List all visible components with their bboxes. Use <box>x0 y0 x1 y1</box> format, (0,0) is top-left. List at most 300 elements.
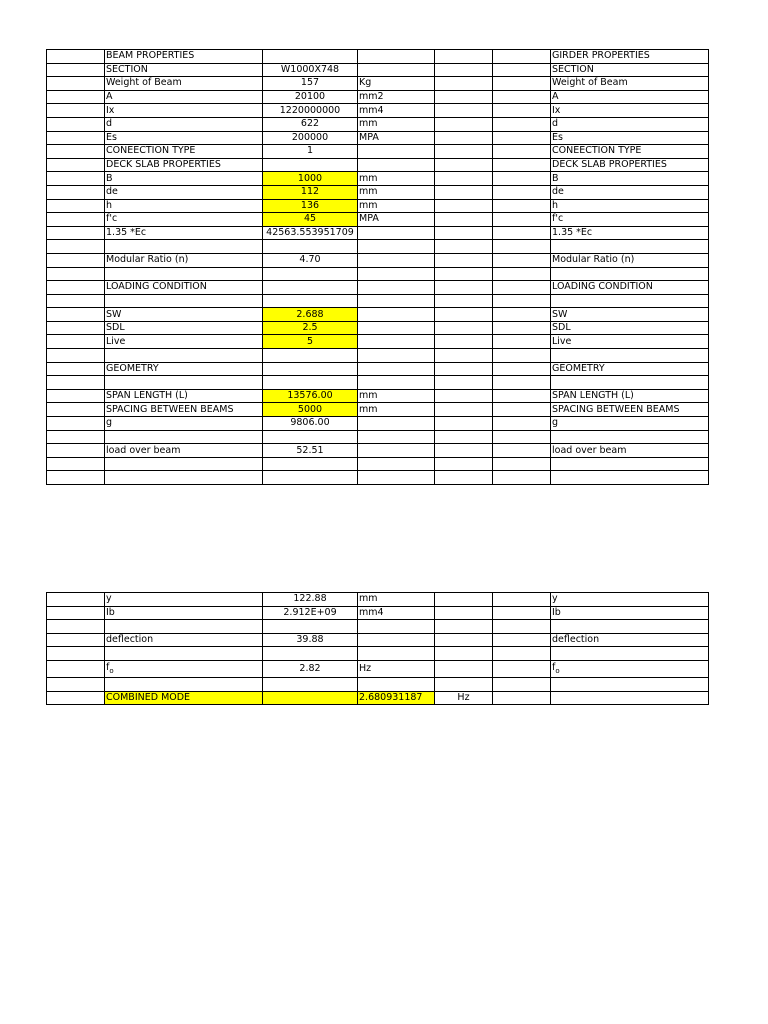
unit-cell[interactable]: mm2 <box>358 90 435 104</box>
girder-label-cell[interactable] <box>551 647 709 661</box>
unit-cell[interactable]: mm <box>358 117 435 131</box>
label-cell[interactable]: SECTION <box>105 63 263 77</box>
unit-cell[interactable] <box>358 457 435 471</box>
empty-cell[interactable] <box>493 131 551 145</box>
empty-cell[interactable] <box>493 199 551 213</box>
label-cell[interactable]: h <box>105 199 263 213</box>
value-cell[interactable]: 42563.553951709 <box>263 226 358 240</box>
empty-cell[interactable] <box>435 63 493 77</box>
empty-cell[interactable] <box>493 349 551 363</box>
girder-label-cell[interactable]: Es <box>551 131 709 145</box>
value-cell[interactable] <box>263 362 358 376</box>
empty-cell[interactable] <box>493 471 551 485</box>
value-cell[interactable] <box>263 471 358 485</box>
unit-cell[interactable] <box>358 145 435 159</box>
empty-cell[interactable] <box>493 158 551 172</box>
table-row <box>47 50 709 64</box>
unit-cell[interactable] <box>358 471 435 485</box>
row-header-cell[interactable] <box>47 294 105 308</box>
empty-cell[interactable] <box>493 593 551 607</box>
results-table <box>46 592 709 705</box>
girder-label-cell[interactable] <box>551 240 709 254</box>
table-row <box>47 430 709 444</box>
empty-cell[interactable] <box>551 691 709 705</box>
empty-cell[interactable] <box>435 199 493 213</box>
empty-cell[interactable] <box>493 457 551 471</box>
value-cell[interactable]: 2.912E+09 <box>263 606 358 620</box>
empty-cell[interactable] <box>435 335 493 349</box>
empty-cell[interactable] <box>493 267 551 281</box>
unit-cell[interactable] <box>358 376 435 390</box>
table-row <box>47 403 709 417</box>
girder-label-cell[interactable] <box>551 349 709 363</box>
row-header-cell[interactable] <box>47 457 105 471</box>
unit-cell[interactable] <box>358 281 435 295</box>
girder-label-cell[interactable] <box>551 620 709 634</box>
table-row <box>47 131 709 145</box>
empty-cell[interactable] <box>435 457 493 471</box>
row-header-cell[interactable] <box>47 417 105 431</box>
row-header-cell[interactable] <box>47 226 105 240</box>
row-header-cell[interactable] <box>47 172 105 186</box>
unit-cell[interactable] <box>358 321 435 335</box>
value-cell[interactable] <box>263 457 358 471</box>
empty-cell[interactable] <box>435 240 493 254</box>
value-cell[interactable] <box>263 281 358 295</box>
label-cell[interactable]: load over beam <box>105 444 263 458</box>
label-cell[interactable]: g <box>105 417 263 431</box>
unit-cell[interactable]: mm <box>358 389 435 403</box>
empty-cell[interactable] <box>493 172 551 186</box>
empty-cell[interactable] <box>493 677 551 691</box>
unit-cell[interactable]: mm <box>358 172 435 186</box>
girder-label-cell[interactable]: 1.35 *Ec <box>551 226 709 240</box>
empty-cell[interactable] <box>493 253 551 267</box>
label-cell[interactable]: SPACING BETWEEN BEAMS <box>105 403 263 417</box>
row-header-cell[interactable] <box>47 403 105 417</box>
empty-cell[interactable] <box>493 444 551 458</box>
girder-label-cell[interactable]: GIRDER PROPERTIES <box>551 50 709 64</box>
empty-cell[interactable] <box>435 660 493 677</box>
empty-cell[interactable] <box>493 403 551 417</box>
value-cell[interactable] <box>263 677 358 691</box>
value-cell[interactable]: 13576.00 <box>263 389 358 403</box>
empty-cell[interactable] <box>435 349 493 363</box>
girder-label-cell[interactable]: A <box>551 90 709 104</box>
label-cell[interactable] <box>105 620 263 634</box>
empty-cell[interactable] <box>435 471 493 485</box>
value-cell[interactable]: 136 <box>263 199 358 213</box>
empty-cell[interactable] <box>435 77 493 91</box>
empty-cell[interactable] <box>493 90 551 104</box>
label-cell[interactable]: Ib <box>105 606 263 620</box>
label-cell[interactable] <box>105 430 263 444</box>
unit-cell[interactable]: Hz <box>358 660 435 677</box>
empty-cell[interactable] <box>435 50 493 64</box>
combined-mode-empty-cell[interactable] <box>263 691 358 705</box>
value-cell[interactable]: 39.88 <box>263 633 358 647</box>
empty-cell[interactable] <box>435 267 493 281</box>
label-cell[interactable] <box>105 457 263 471</box>
empty-cell[interactable] <box>493 213 551 227</box>
row-header-cell[interactable] <box>47 131 105 145</box>
row-header-cell[interactable] <box>47 389 105 403</box>
girder-label-cell[interactable]: SPACING BETWEEN BEAMS <box>551 403 709 417</box>
value-cell[interactable]: 2.5 <box>263 321 358 335</box>
empty-cell[interactable] <box>435 213 493 227</box>
empty-cell[interactable] <box>435 417 493 431</box>
value-cell[interactable] <box>263 50 358 64</box>
value-cell[interactable] <box>263 349 358 363</box>
empty-cell[interactable] <box>435 131 493 145</box>
empty-cell[interactable] <box>493 633 551 647</box>
label-cell[interactable]: LOADING CONDITION <box>105 281 263 295</box>
empty-cell[interactable] <box>493 647 551 661</box>
table-row <box>47 362 709 376</box>
label-cell[interactable]: f'c <box>105 213 263 227</box>
empty-cell[interactable] <box>435 185 493 199</box>
empty-cell[interactable] <box>493 430 551 444</box>
row-header-cell[interactable] <box>47 362 105 376</box>
row-header-cell[interactable] <box>47 691 105 705</box>
label-cell[interactable]: SDL <box>105 321 263 335</box>
unit-cell[interactable]: Kg <box>358 77 435 91</box>
row-header-cell[interactable] <box>47 199 105 213</box>
unit-cell[interactable] <box>358 647 435 661</box>
label-cell[interactable] <box>105 240 263 254</box>
empty-cell[interactable] <box>435 633 493 647</box>
girder-label-cell[interactable] <box>551 430 709 444</box>
girder-label-cell[interactable] <box>551 677 709 691</box>
row-header-cell[interactable] <box>47 376 105 390</box>
row-header-cell[interactable] <box>47 444 105 458</box>
frequency-subscript: o <box>555 666 560 675</box>
empty-cell[interactable] <box>435 253 493 267</box>
value-cell[interactable] <box>263 267 358 281</box>
girder-label-cell[interactable]: SECTION <box>551 63 709 77</box>
label-cell[interactable] <box>105 471 263 485</box>
girder-label-cell[interactable] <box>551 376 709 390</box>
girder-label-cell[interactable] <box>551 294 709 308</box>
girder-label-cell[interactable]: deflection <box>551 633 709 647</box>
value-cell[interactable]: 52.51 <box>263 444 358 458</box>
empty-cell[interactable] <box>435 389 493 403</box>
girder-label-cell[interactable] <box>551 471 709 485</box>
label-cell[interactable]: deflection <box>105 633 263 647</box>
empty-cell[interactable] <box>435 677 493 691</box>
row-header-cell[interactable] <box>47 145 105 159</box>
empty-cell[interactable] <box>435 593 493 607</box>
value-cell[interactable] <box>263 620 358 634</box>
unit-cell[interactable] <box>358 267 435 281</box>
empty-cell[interactable] <box>435 281 493 295</box>
empty-cell[interactable] <box>493 145 551 159</box>
row-header-cell[interactable] <box>47 308 105 322</box>
table-row <box>47 417 709 431</box>
empty-cell[interactable] <box>493 294 551 308</box>
girder-label-cell[interactable]: LOADING CONDITION <box>551 281 709 295</box>
empty-cell[interactable] <box>435 430 493 444</box>
label-cell[interactable] <box>105 647 263 661</box>
empty-cell[interactable] <box>435 117 493 131</box>
value-cell[interactable]: 20100 <box>263 90 358 104</box>
girder-label-cell[interactable]: Ix <box>551 104 709 118</box>
table-row <box>47 240 709 254</box>
empty-cell[interactable] <box>493 117 551 131</box>
empty-cell[interactable] <box>435 376 493 390</box>
empty-cell[interactable] <box>435 620 493 634</box>
label-cell[interactable]: Es <box>105 131 263 145</box>
girder-label-cell[interactable]: Ib <box>551 606 709 620</box>
empty-cell[interactable] <box>493 660 551 677</box>
row-header-cell[interactable] <box>47 50 105 64</box>
unit-cell[interactable]: mm <box>358 403 435 417</box>
row-header-cell[interactable] <box>47 117 105 131</box>
unit-cell[interactable]: mm4 <box>358 606 435 620</box>
empty-cell[interactable] <box>493 620 551 634</box>
row-header-cell[interactable] <box>47 213 105 227</box>
unit-cell[interactable] <box>358 677 435 691</box>
empty-cell[interactable] <box>493 389 551 403</box>
value-cell[interactable]: 1 <box>263 145 358 159</box>
empty-cell[interactable] <box>493 362 551 376</box>
girder-label-cell[interactable]: SDL <box>551 321 709 335</box>
label-cell[interactable] <box>105 677 263 691</box>
value-cell[interactable]: W1000X748 <box>263 63 358 77</box>
value-cell[interactable] <box>263 376 358 390</box>
empty-cell[interactable] <box>435 647 493 661</box>
empty-cell[interactable] <box>493 417 551 431</box>
girder-label-cell[interactable]: GEOMETRY <box>551 362 709 376</box>
label-cell[interactable]: GEOMETRY <box>105 362 263 376</box>
label-cell[interactable]: A <box>105 90 263 104</box>
girder-label-cell[interactable]: de <box>551 185 709 199</box>
value-cell[interactable] <box>263 294 358 308</box>
girder-label-cell[interactable]: SPAN LENGTH (L) <box>551 389 709 403</box>
empty-cell[interactable] <box>493 691 551 705</box>
girder-label-cell[interactable]: B <box>551 172 709 186</box>
frequency-symbol: f <box>552 661 556 673</box>
empty-cell[interactable] <box>435 158 493 172</box>
empty-cell[interactable] <box>435 321 493 335</box>
unit-cell[interactable]: mm <box>358 185 435 199</box>
combined-mode-value[interactable]: 2.680931187 <box>358 691 435 705</box>
girder-label-cell[interactable]: CONEECTION TYPE <box>551 145 709 159</box>
table-row <box>47 335 709 349</box>
empty-cell[interactable] <box>435 403 493 417</box>
empty-cell[interactable] <box>493 606 551 620</box>
empty-cell[interactable] <box>493 281 551 295</box>
value-cell[interactable]: 5 <box>263 335 358 349</box>
row-header-cell[interactable] <box>47 593 105 607</box>
unit-cell[interactable] <box>358 362 435 376</box>
row-header-cell[interactable] <box>47 620 105 634</box>
unit-cell[interactable]: MPA <box>358 213 435 227</box>
girder-label-cell[interactable] <box>551 457 709 471</box>
empty-cell[interactable] <box>435 294 493 308</box>
row-header-cell[interactable] <box>47 63 105 77</box>
row-header-cell[interactable] <box>47 321 105 335</box>
value-cell[interactable]: 157 <box>263 77 358 91</box>
empty-cell[interactable] <box>435 444 493 458</box>
unit-cell[interactable] <box>358 240 435 254</box>
combined-mode-unit[interactable]: Hz <box>435 691 493 705</box>
unit-cell[interactable]: mm4 <box>358 104 435 118</box>
table-row <box>47 267 709 281</box>
row-header-cell[interactable] <box>47 281 105 295</box>
table-row <box>47 677 709 691</box>
empty-cell[interactable] <box>435 606 493 620</box>
value-cell[interactable]: 112 <box>263 185 358 199</box>
row-header-cell[interactable] <box>47 253 105 267</box>
empty-cell[interactable] <box>493 185 551 199</box>
combined-mode-label[interactable]: COMBINED MODE <box>105 691 263 705</box>
row-header-cell[interactable] <box>47 606 105 620</box>
value-cell[interactable]: 2.688 <box>263 308 358 322</box>
empty-cell[interactable] <box>493 376 551 390</box>
empty-cell[interactable] <box>493 104 551 118</box>
label-cell[interactable]: Modular Ratio (n) <box>105 253 263 267</box>
label-cell[interactable] <box>105 376 263 390</box>
table-row <box>47 117 709 131</box>
table-row <box>47 158 709 172</box>
girder-label-cell[interactable]: Weight of Beam <box>551 77 709 91</box>
value-cell[interactable]: 622 <box>263 117 358 131</box>
unit-cell[interactable] <box>358 349 435 363</box>
empty-cell[interactable] <box>435 90 493 104</box>
empty-cell[interactable] <box>493 335 551 349</box>
row-header-cell[interactable] <box>47 633 105 647</box>
empty-cell[interactable] <box>435 226 493 240</box>
value-cell[interactable]: 2.82 <box>263 660 358 677</box>
value-cell[interactable]: 122.88 <box>263 593 358 607</box>
empty-cell[interactable] <box>493 240 551 254</box>
girder-label-cell[interactable]: DECK SLAB PROPERTIES <box>551 158 709 172</box>
value-cell[interactable] <box>263 158 358 172</box>
unit-cell[interactable] <box>358 158 435 172</box>
row-header-cell[interactable] <box>47 90 105 104</box>
row-header-cell[interactable] <box>47 240 105 254</box>
empty-cell[interactable] <box>493 308 551 322</box>
unit-cell[interactable] <box>358 50 435 64</box>
empty-cell[interactable] <box>493 50 551 64</box>
unit-cell[interactable] <box>358 335 435 349</box>
value-cell[interactable]: 45 <box>263 213 358 227</box>
unit-cell[interactable] <box>358 294 435 308</box>
row-header-cell[interactable] <box>47 267 105 281</box>
label-cell[interactable] <box>105 349 263 363</box>
unit-cell[interactable]: MPA <box>358 131 435 145</box>
girder-label-cell[interactable]: g <box>551 417 709 431</box>
unit-cell[interactable] <box>358 430 435 444</box>
empty-cell[interactable] <box>493 321 551 335</box>
empty-cell[interactable] <box>493 63 551 77</box>
empty-cell[interactable] <box>435 308 493 322</box>
value-cell[interactable]: 4.70 <box>263 253 358 267</box>
unit-cell[interactable]: mm <box>358 593 435 607</box>
table-row <box>47 308 709 322</box>
label-cell[interactable]: y <box>105 593 263 607</box>
value-cell[interactable]: 5000 <box>263 403 358 417</box>
label-cell[interactable]: DECK SLAB PROPERTIES <box>105 158 263 172</box>
label-cell[interactable]: SPAN LENGTH (L) <box>105 389 263 403</box>
value-cell[interactable] <box>263 430 358 444</box>
girder-label-cell[interactable]: h <box>551 199 709 213</box>
value-cell[interactable]: 1220000000 <box>263 104 358 118</box>
table-row <box>47 294 709 308</box>
girder-label-cell[interactable]: f'c <box>551 213 709 227</box>
girder-label-cell[interactable]: SW <box>551 308 709 322</box>
unit-cell[interactable] <box>358 253 435 267</box>
value-cell[interactable]: 200000 <box>263 131 358 145</box>
row-header-cell[interactable] <box>47 185 105 199</box>
value-cell[interactable]: 1000 <box>263 172 358 186</box>
value-cell[interactable] <box>263 647 358 661</box>
label-cell[interactable]: BEAM PROPERTIES <box>105 50 263 64</box>
unit-cell[interactable] <box>358 226 435 240</box>
unit-cell[interactable] <box>358 63 435 77</box>
label-cell[interactable]: Ix <box>105 104 263 118</box>
value-cell[interactable]: 9806.00 <box>263 417 358 431</box>
row-header-cell[interactable] <box>47 77 105 91</box>
empty-cell[interactable] <box>493 77 551 91</box>
combined-mode-row <box>47 691 709 705</box>
girder-label-cell[interactable]: y <box>551 593 709 607</box>
label-cell[interactable] <box>105 660 263 677</box>
empty-cell[interactable] <box>493 226 551 240</box>
label-cell[interactable]: de <box>105 185 263 199</box>
empty-cell[interactable] <box>435 104 493 118</box>
label-cell[interactable]: d <box>105 117 263 131</box>
row-header-cell[interactable] <box>47 660 105 677</box>
unit-cell[interactable] <box>358 308 435 322</box>
unit-cell[interactable] <box>358 633 435 647</box>
label-cell[interactable]: SW <box>105 308 263 322</box>
unit-cell[interactable] <box>358 620 435 634</box>
label-cell[interactable]: 1.35 *Ec <box>105 226 263 240</box>
unit-cell[interactable] <box>358 417 435 431</box>
row-header-cell[interactable] <box>47 158 105 172</box>
label-cell[interactable]: Live <box>105 335 263 349</box>
label-cell[interactable] <box>105 267 263 281</box>
value-cell[interactable] <box>263 240 358 254</box>
unit-cell[interactable]: mm <box>358 199 435 213</box>
girder-label-cell[interactable]: Modular Ratio (n) <box>551 253 709 267</box>
frequency-symbol: f <box>106 661 110 673</box>
girder-label-cell[interactable]: d <box>551 117 709 131</box>
row-header-cell[interactable] <box>47 647 105 661</box>
label-cell[interactable]: Weight of Beam <box>105 77 263 91</box>
row-header-cell[interactable] <box>47 471 105 485</box>
row-header-cell[interactable] <box>47 677 105 691</box>
row-header-cell[interactable] <box>47 335 105 349</box>
girder-label-cell[interactable] <box>551 660 709 677</box>
unit-cell[interactable] <box>358 444 435 458</box>
row-header-cell[interactable] <box>47 349 105 363</box>
row-header-cell[interactable] <box>47 104 105 118</box>
empty-cell[interactable] <box>435 362 493 376</box>
girder-label-cell[interactable]: load over beam <box>551 444 709 458</box>
table-row <box>47 620 709 634</box>
empty-cell[interactable] <box>435 145 493 159</box>
empty-cell[interactable] <box>435 172 493 186</box>
label-cell[interactable] <box>105 294 263 308</box>
label-cell[interactable]: CONEECTION TYPE <box>105 145 263 159</box>
label-cell[interactable]: B <box>105 172 263 186</box>
girder-label-cell[interactable] <box>551 267 709 281</box>
girder-label-cell[interactable]: Live <box>551 335 709 349</box>
row-header-cell[interactable] <box>47 430 105 444</box>
